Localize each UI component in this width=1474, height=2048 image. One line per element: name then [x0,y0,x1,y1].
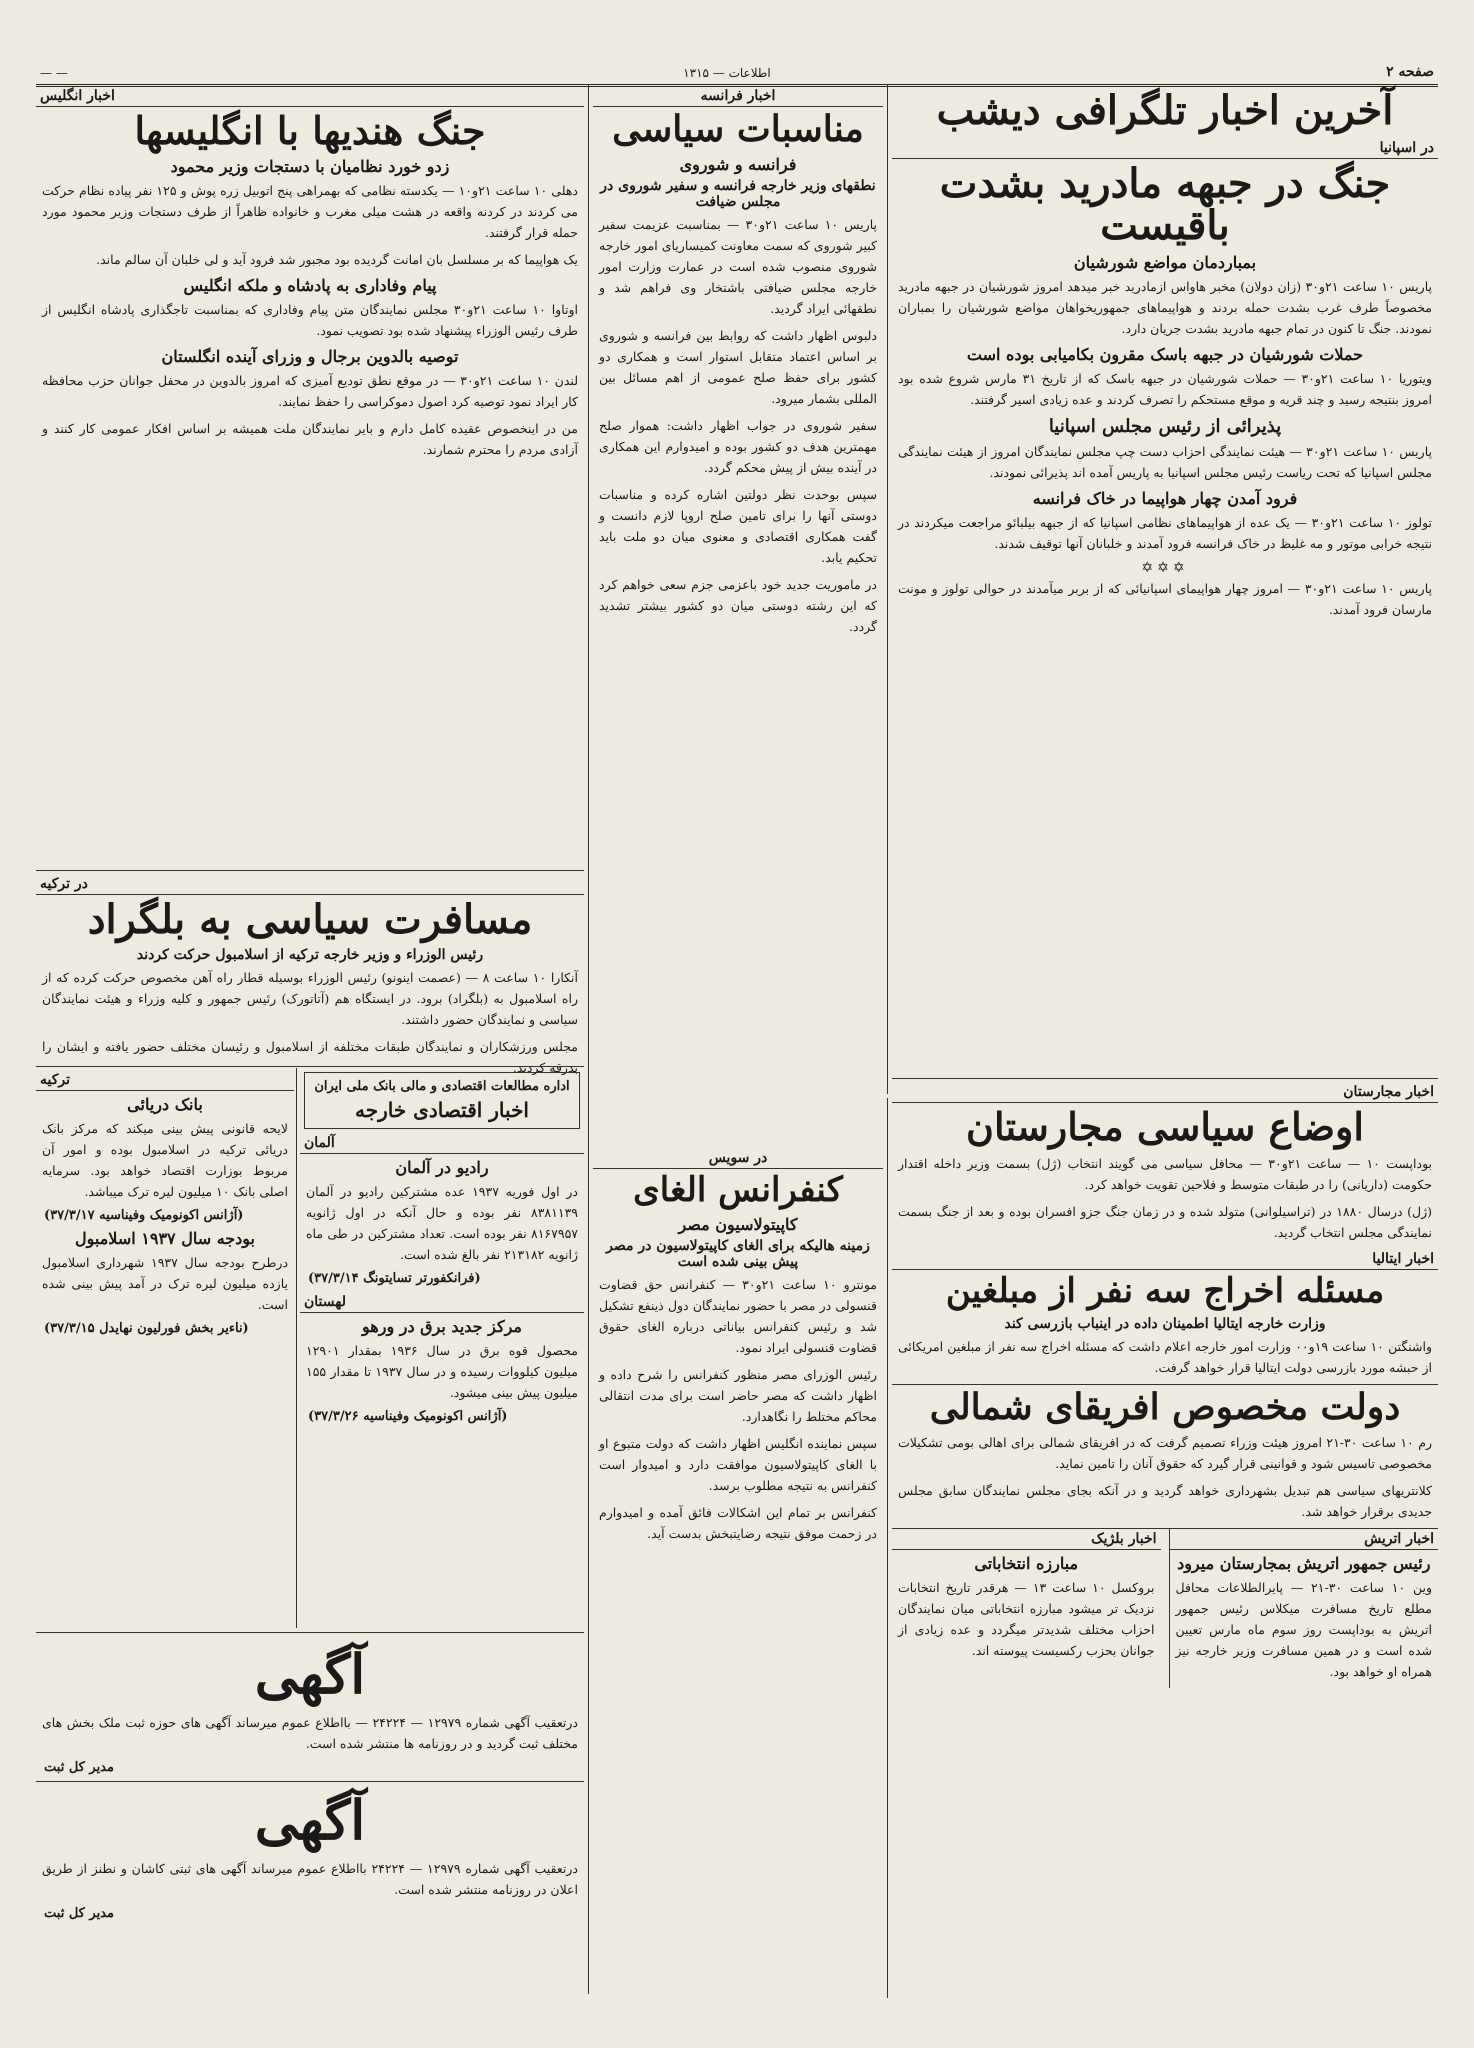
belgium-block [892,1529,1161,1688]
advice-article-2: من در اینخصوص عقیده کامل دارم و بایر نمایندگان ملت همیشه بر اساس افکار عمومی کار کنند و آزادی مردم را محترم شمارند. [42,420,578,457]
page-number: صفحه ۲ [1386,64,1434,80]
power-source: (آژانس اکونومیک وفیناسیه ۳۷/۳/۲۶) [308,1409,508,1424]
turkey-article-1: آنکارا ۱۰ ساعت ۸ — (عصمت اینونو) رئیس الوزراء بوسیله قطار راه آهن مخصوص حرکت کرده که از راه اسلامبول به (بلگراد) برود. در ایستگاه هم (آتاتورک) رئیس جمهور و کلیه وزراء و هیئت نمایندگان سیاسی و نمایندگان حضور داشتند. [42,970,578,1027]
attack-article: ویتوریا ۱۰ ساعت ۲۱و۳۰ — حملات شورشیان در جبهه باسک که از تاریخ ۳۱ مارس شروع شده بود امروز بنتیجه رسید و چند قریه و موقع مستحکم را تصرف کردند و عده زیادی اسیر گرفتند. [898,371,1432,407]
ad-title-2: آگهی [254,1788,366,1852]
budget-article: درطرح بودجه سال ۱۹۳۷ شهرداری اسلامبول یازده میلیون لیره ترک در آمد پیش بینی شده است. [42,1255,289,1312]
section-tag-england: اخبار انگلیس [36,86,584,107]
egypt-article-2: رئیس الوزرای مصر منظور کنفرانس را شرح داده و اظهار داشت که مصر حاضر است برای مدت انتقالی محاکم مختلط را نگاهدارد. [599,1366,877,1424]
france-headline: مناسبات سیاسی [612,108,864,150]
radio-source: (فرانکفورتر تسایتونگ ۳۷/۳/۱۴) [308,1271,481,1286]
section-tag-belgium: اخبار بلژیک [892,1529,1161,1550]
section-tag-poland: لهستان [300,1292,584,1313]
ad-text-2: درتعقیب آگهی شماره ۱۲۹۷۹ — ۲۴۲۲۴ بااطلاع عموم میرساند آگهی های ثبتی کاشان و نطنز از طریق اعلان در روزنامه منتشر شده است. [42,1861,578,1897]
divider-stars: ✡✡✡ [1141,560,1189,576]
landing-article: تولوز ۱۰ ساعت ۲۱و۳۰ — یک عده از هواپیماهای نظامی اسپانیا که از جبهه بیلبائو مراجعت میکردند در نتیجه خرابی موتور و مه غلیظ در خاک فرانسه فرود آمدند و خلبانان آنها توقیف شدند. [898,515,1433,551]
newspaper-page [36,38,1438,2032]
reception-article: پاریس ۱۰ ساعت ۲۱و۳۰ — هیئت نمایندگی احزاب دست چپ مجلس نمایندگان امروز از هیئت نمایندگی مجلس اسپانیا که تحت ریاست رئیس مجلس اسپانیا به پاریس آمده اند پذیرائی نمودند. [898,444,1432,480]
ad-signature-1: مدیر کل ثبت [44,1760,114,1775]
egypt-sub1: کاپیتولاسیون مصر [678,1214,798,1234]
section-tag-hungary: اخبار مجارستان [892,1082,1438,1103]
egypt-sub2: زمینه هالیکه برای الغای کاپیتولاسیون در مصر پیش بینی شده است [606,1237,870,1270]
hungary-article-1: بوداپست ۱۰ — ساعت ۲۱و۳۰ — محافل سیاسی می گویند انتخاب (ژل) بسمت وزیر داخله اقتدار حکومت (داریانی) را در طبقات متوسط و فلاحین تقویت خواهد کرد. [898,1155,1433,1192]
ad-text-1: درتعقیب آگهی شماره ۱۲۹۷۹ — ۲۴۲۲۴ — بااطلاع عموم میرساند آگهی های حوزه ثبت ملک بخش های مختلف ثبت گردید و در روزنامه ها منتشر شده است. [42,1715,578,1751]
bank-article: لایحه قانونی پیش بینی میکند که مرکز بانک دریائی ترکیه در اسلامبول بوده و امور آن مربوط بوزارت اقتصاد خواهد بود. سرمایه اصلی بانک ۱۰ میلیون لیره ترک میباشد. [42,1121,288,1199]
loyalty-heading: پیام وفاداری به پادشاه و ملکه انگلیس [183,275,437,295]
column-rule [887,84,888,1094]
section-tag-turkey: در ترکیه [36,874,584,895]
turkey-headline: مسافرت سیاسی به بلگراد [87,896,533,943]
france-sub1: فرانسه و شوروی [679,154,797,174]
loyalty-article: اوتاوا ۱۰ ساعت ۲۱و۳۰ مجلس نمایندگان متن پیام وفاداری که بمناسبت تاجگذاری پادشاه انگلیس از طرف رئیس الوزراء پیشنهاد شده بود تصویب نمود. [42,301,579,338]
section-rule [36,1632,584,1633]
budget-heading: بودجه سال ۱۹۳۷ اسلامبول [75,1229,255,1248]
france-sub2: نطقهای وزیر خارجه فرانسه و سفیر شوروی در مجلس ضیافت [600,177,876,210]
madrid-subheading: بمباردمان مواضع شورشیان [1073,253,1257,272]
header-center: اطلاعات — ۱۳۱۵ [683,66,771,80]
turkey-column [36,874,584,1075]
egypt-article-1: مونترو ۱۰ ساعت ۲۱و۳۰ — کنفرانس حق قضاوت قنسولی در مصر با حضور نمایندگان دول ذینفع تشکیل شد و رئیس کنفرانس بیاناتی درباره الغای حقوق قضاوت قنسولی ایراد نمود. [599,1276,877,1355]
section-rule [36,870,584,871]
section-tag-germany: آلمان [300,1133,584,1154]
egypt-headline: کنفرانس الغای [633,1170,843,1210]
belgium-headline: مبارزه انتخاباتی [974,1554,1079,1574]
ad-title-1: آگهی [254,1642,366,1706]
advice-heading: توصیه بالدوین برجال و وزرای آینده انگلستان [161,346,459,366]
section-tag-switzerland: در سویس [593,1148,883,1169]
advice-article: لندن ۱۰ ساعت ۲۱و۳۰ — در موقع نطق تودیع آمیزی که امروز بالدوین در محفل جوانان حزب محافظه کار ایراد نمود توصیه کرد اصول دموکراسی را حفظ نمایند. [42,372,579,409]
bank-source: (آژانس اکونومیک وفیناسیه ۳۷/۳/۱۷) [44,1208,244,1223]
egypt-article-4: کنفرانس بر تمام این اشکالات فائق آمده و امیدوارم در زحمت موفق نتیجه رضایتبخش بدست آید. [599,1504,877,1541]
bottom-split [892,1528,1438,1688]
north-africa-headline: دولت مخصوص افریقای شمالی [892,1384,1438,1427]
bank-heading: بانک دریائی [127,1095,203,1114]
france-article-2: دلبوس اظهار داشت که روابط بین فرانسه و شوروی بر اساس اعتماد متقابل استوار است و همکاری دو کشور برای حفظ صلح عمومی از اهم مسائل بین المللی بشمار میرود. [599,327,877,406]
economy-column [300,1070,584,1630]
italy-headline: مسئله اخراج سه نفر از مبلغین [945,1270,1385,1311]
italy-article: واشنگتن ۱۰ ساعت ۱۹و۰۰ وزارت امور خارجه اعلام داشت که مسئله اخراج سه نفر از مبلغین امریکائی از حبشه مورد بازرسی دولت ایتالیا قرار خواهد گرفت. [898,1338,1433,1375]
budget-source: (ناءیر بخش فورلیون نهایدل ۳۷/۳/۱۵) [44,1321,249,1336]
hungary-headline: اوضاع سیاسی مجارستان [966,1104,1364,1149]
france-column [593,86,883,1176]
column-rule [887,1098,888,1998]
attack-heading: حملات شورشیان در جبهه باسک مقرون بکامیابی بوده است [966,345,1364,364]
england-headline: جنگ هندیها با انگلیسها [134,108,486,153]
landing-heading: فرود آمدن چهار هواپیما در خاک فرانسه [1032,489,1298,508]
france-article-3: سفیر شوروی در جواب اظهار داشت: هموار صلح مهمترین هدف دو کشور بوده و امیدوارم این همکاری در آینده بیش از پیش محکم گردد. [599,417,877,475]
ad-signature-2: مدیر کل ثبت [44,1906,114,1921]
section-tag-spain: در اسپانیا [892,138,1438,159]
economy-turkey-column [36,1070,294,1630]
egypt-column [593,1148,883,2016]
telegraph-column [892,86,1438,1074]
england-subheading: زدو خورد نظامیان با دستجات وزیر محمود [170,156,450,176]
austria-block [1169,1529,1439,1688]
power-heading: مرکز جدید برق در ورهو [362,1317,522,1336]
madrid-article: پاریس ۱۰ ساعت ۲۱و۳۰ (زان دولان) مخبر هاواس ازمادرید خبر میدهد امروز شورشیان در جبهه مادرید مخصوصاً طرف غرب بشدت حمله بردند و هواپیماهای جمهوریخواهان مواضع شورشیان را بمباران نمودند. جنگ تا کنون در تمام جبهه مادرید بشدت جریان دارد. [898,279,1432,336]
section-rule [892,1078,1438,1079]
england-column [36,86,584,868]
england-article-2: یک هواپیما که بر مسلسل بان امانت گردیده بود مجبور شد فرود آید و لی خلبان آن سالم ماند. [96,251,578,267]
radio-heading: رادیو در آلمان [395,1158,489,1177]
ad-rule [36,1781,584,1782]
column-rule [296,1068,297,1628]
ads-column [36,1636,584,2016]
hungary-article-2: (ژل) درسال ۱۸۸۰ در (تراسیلوانی) متولد شده و در زمان جنگ جزو افسران بوده و بعد از جنگ بسمت نمایندگی مجلس انتخاب گردید. [898,1203,1432,1240]
england-article-1: دهلی ۱۰ ساعت ۲۱و۱۰ — یکدسته نظامی که بهمراهی پنج اتوبیل زره پوش و ۱۲۵ نفر پیاده نظام حرکت می کردند در کردنه واقعه در هشت میلی مغرب و خانواده ظاهراً از طرف دستجات وزیر محمود مورد حمله قرار گرفتند. [42,182,578,240]
section-rule [36,1066,584,1067]
madrid-headline: جنگ در جبهه مادرید بشدت باقیست [939,160,1391,249]
reception-heading: پذیرائی از رئیس مجلس اسپانیا [1048,416,1282,437]
column-rule [588,84,589,1994]
france-article-1: پاریس ۱۰ ساعت ۲۱و۳۰ — بمناسبت عزیمت سفیر کبیر شوروی که سمت معاونت کمیساریای امور خارجه شوروی منصوب شده است در عمارت وزارت امور خارجه مجلس ضیافتی باشتخار وی فراهم شد و نطقهائی ایراد گردید. [599,216,877,316]
economy-box [304,1072,580,1129]
section-tag-turkey-econ: ترکیه [36,1070,294,1091]
egypt-article-3: سپس نماینده انگلیس اظهار داشت که دولت متبوع او با الغای کاپیتولاسیون موافقت دارد و امیدوار است کنفرانس به نتیجه مطلوب برسد. [599,1435,877,1493]
turkey-subheading: رئیس الوزراء و وزیر خارجه ترکیه از اسلامبول حرکت کردند [136,947,484,963]
section-tag-italy: اخبار ایتالیا [892,1249,1438,1270]
north-africa-article-1: رم ۱۰ ساعت ۳۰-۲۱ امروز هیئت وزراء تصمیم گرفت که در افریقای شمالی برای اهالی بومی تشکیلات مخصوصی تاسیس شود و قوانینی قرار گیرد که حقوق آنان را تامین نماید. [898,1435,1432,1472]
economy-heading: اخبار اقتصادی خارجه [355,1098,529,1122]
telegraph-headline: آخرین اخبار تلگرافی دیشب [936,87,1394,134]
economy-box-title: اداره مطالعات اقتصادی و مالی بانک ملی ایران [314,1079,570,1094]
turkey-article-2: مجلس ورزشکاران و نمایندگان طبقات مختلفه از اسلامبول و رئیسان مختلف حضور یافته و ایشان را بدرقه کردند. [42,1039,578,1075]
italy-subheading: وزارت خارجه ایتالیا اطمینان داده در اینباب بازرسی کند [1004,1315,1326,1332]
landing-article-2: پاریس ۱۰ ساعت ۲۱و۳۰ — امروز چهار هواپیمای اسپانیائی که از بربر میآمدند در حوالی تولوز و مونت مارسان فرود آمدند. [898,581,1432,617]
header-mark: — — [40,66,68,80]
right-lower-column [892,1082,1438,2016]
france-article-4: سپس بوحدت نظر دولتین اشاره کرده و مناسبات دوستی آنها را برای تامین صلح اروپا لازم دانست و گفت همکاری اقتصادی و معنوی میان دو ملت باید تحکیم یابد. [599,486,877,565]
austria-headline: رئیس جمهور اتریش بمجارستان میرود [1177,1554,1431,1574]
radio-article: در اول فوریه ۱۹۳۷ عده مشترکین رادیو در آلمان ۸۳۸۱۱۳۹ نفر بوده و حال آنکه در اول ژانویه ۸۱۶۷۹۵۷ نفر بوده است. تعداد مشترکین در طی ماه ژانویه ۲۱۳۱۸۲ نفر بالغ شده است. [306,1184,578,1262]
page-header [36,38,1438,87]
section-tag-austria: اخبار اتریش [1170,1529,1439,1550]
power-article: محصول قوه برق در سال ۱۹۳۶ بمقدار ۱۲۹۰۱ میلیون کیلووات رسیده و در سال ۱۹۳۷ تا مقدار ۱۵۵ میلیون پیش بینی میشود. [306,1343,578,1400]
belgium-article: بروکسل ۱۰ ساعت ۱۳ — هرقدر تاریخ انتخابات نزدیک تر میشود مبارزه انتخاباتی میان نمایندگان احزاب مختلف شدیدتر میگردد و عده زیادی از جوانان بحزب رکسیست پیوسته اند. [898,1580,1155,1659]
section-tag-france: اخبار فرانسه [593,86,883,107]
austria-article: وین ۱۰ ساعت ۳۰-۲۱ — پایرالطلاعات محافل مطلع تاریخ مسافرت میکلاس رئیس جمهور اتریش به بوداپست روز سوم ماه مارس تعیین شده است و در همین مسافرت وزیر خارجه نیز همراه او خواهد بود. [1175,1580,1432,1680]
north-africa-article-2: کلانتریهای سیاسی هم تبدیل بشهرداری خواهد گردید و در آنکه بجای مجلس نمایندگان سابق مجلس جدیدی برقرار خواهد شد. [898,1483,1432,1520]
france-article-5: در ماموریت جدید خود باعزمی جزم سعی خواهم کرد که این رشته دوستی میان دو کشور بیشتر تشدید گردد. [599,576,877,634]
